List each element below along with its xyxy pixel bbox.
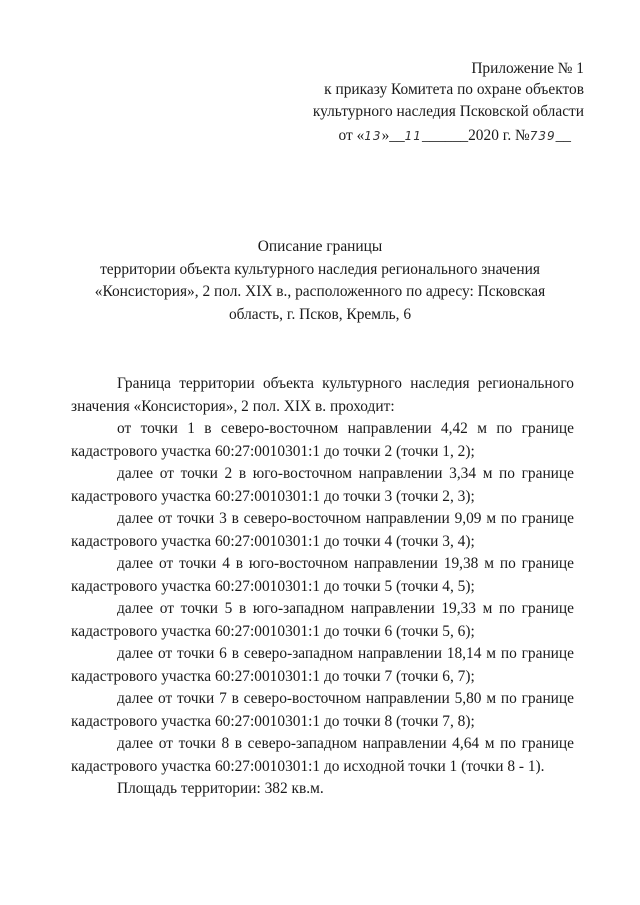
document-title [60, 236, 580, 326]
handwritten-day: 13 [364, 129, 382, 143]
segment-1: от точки 1 в северо-восточном направлении 4,42 м по границе кадастрового участка 60:27:0010301:1 до точки 2 (точки 1, 2); [71, 420, 574, 460]
title-line-4: область, г. Псков, Кремль, 6 [228, 305, 412, 323]
segment-7: далее от точки 7 в северо-восточном направлении 5,80 м по границе кадастрового участка 60:27:0010301:1 до точки 8 (точки 7, 8); [71, 690, 574, 730]
intro-paragraph: Граница территории объекта культурного наследия регионального значения «Консистория», 2 пол. XIX в. проходит: [71, 375, 574, 415]
title-line-1: Описание границы [257, 238, 383, 255]
title-line-2: территории объекта культурного наследия регионального значения [100, 260, 540, 278]
handwritten-number: 739 [529, 129, 556, 143]
date-mid: »__ [381, 127, 405, 144]
title-line-3: «Консистория», 2 пол. XIX в., расположенного по адресу: Псковская [94, 283, 546, 300]
area-paragraph: Площадь территории: 382 кв.м. [117, 780, 324, 797]
appendix-order-ref: к приказу Комитета по охране объектов [324, 81, 584, 98]
segment-2: далее от точки 2 в юго-восточном направлении 3,34 м по границе кадастрового участка 60:27:0010301:1 до точки 3 (точки 2, 3); [71, 465, 574, 505]
segment-6: далее от точки 6 в северо-западном направлении 18,14 м по границе кадастрового участка 60:27:0010301:1 до точки 7 (точки 6, 7); [71, 645, 574, 685]
number-underline: __ [555, 127, 571, 144]
appendix-committee: культурного наследия Псковской области [312, 103, 584, 120]
date-suffix: ______2020 г. № [421, 127, 530, 144]
appendix-date-line [339, 125, 571, 147]
document-body [71, 373, 574, 801]
appendix-title: Приложение № 1 [471, 60, 584, 77]
segment-4: далее от точки 4 в юго-восточном направлении 19,38 м по границе кадастрового участка 60:27:0010301:1 до точки 5 (точки 4, 5); [71, 555, 574, 595]
segment-8: далее от точки 8 в северо-западном направлении 4,64 м по границе кадастрового участка 60:27:0010301:1 до исходной точки 1 (точки 8 - 1). [71, 735, 574, 775]
date-prefix: от « [338, 127, 365, 144]
segment-3: далее от точки 3 в северо-восточном направлении 9,09 м по границе кадастрового участка 60:27:0010301:1 до точки 4 (точки 3, 4); [71, 510, 574, 550]
segment-5: далее от точки 5 в юго-западном направлении 19,33 м по границе кадастрового участка 60:27:0010301:1 до точки 6 (точки 5, 6); [71, 600, 574, 640]
handwritten-month: 11 [404, 129, 422, 143]
